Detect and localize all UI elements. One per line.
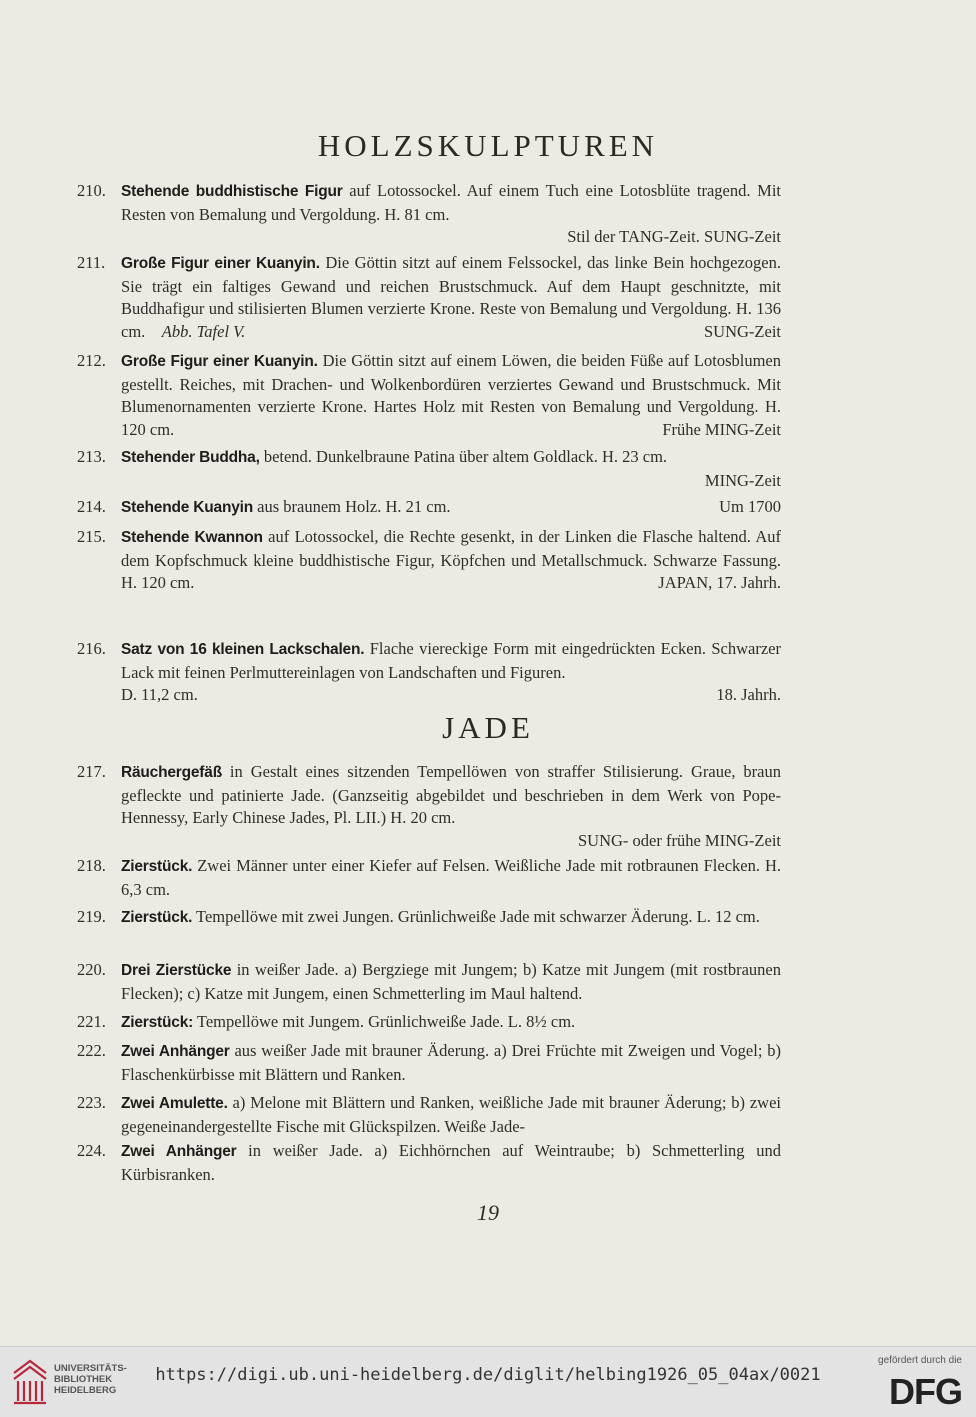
entry-date: MING-Zeit bbox=[704, 470, 781, 490]
dfg-logo[interactable]: DFG bbox=[889, 1371, 962, 1412]
entry-title: Große Figur einer Kuanyin. bbox=[121, 255, 320, 272]
entry-number: 213. bbox=[77, 447, 106, 466]
entry-date: 18. Jahrh. bbox=[716, 685, 781, 704]
entry-date: SUNG- oder frühe MING-Zeit bbox=[578, 830, 781, 850]
entry-text: a) Melone mit Blättern und Ranken, weißliche Jade mit brauner Äderung; b) zwei gegeneinandergestellte Fische mit Glückspilzen. Weiße Jade- bbox=[121, 1093, 781, 1136]
entry-number: 214. bbox=[77, 497, 106, 516]
entry-date: JAPAN, 17. Jahrh. bbox=[658, 573, 781, 592]
entry-number: 221. bbox=[77, 1012, 106, 1031]
entry-title: Stehende buddhistische Figur bbox=[121, 183, 343, 200]
entry-title: Stehender Buddha, bbox=[121, 449, 260, 466]
entry-text: in Gestalt eines sitzenden Tempellöwen von straffer Stilisierung. Graue, braun gefleckte und patinierte Jade. (Ganzseitig abgebildet und beschrieben in dem Werk von Pope-Hennessy, Early Chinese Jades, Pl. LII.) H. 20 cm. bbox=[121, 762, 781, 827]
entry-211 bbox=[77, 252, 781, 343]
entry-221 bbox=[77, 1011, 781, 1035]
entry-210 bbox=[77, 180, 781, 249]
entry-number: 220. bbox=[77, 960, 106, 979]
entry-date: Frühe MING-Zeit bbox=[662, 419, 781, 439]
entry-text: in weißer Jade. a) Eichhörnchen auf Weintraube; b) Schmetterling und Kürbisranken. bbox=[121, 1141, 781, 1184]
library-name: UNIVERSITÄTS- BIBLIOTHEK HEIDELBERG bbox=[54, 1363, 127, 1396]
section-heading-jade: JADE bbox=[442, 710, 534, 745]
entry-text: auf Lotossockel. Auf einem Tuch eine Lotosblüte tragend. Mit Resten von Bemalung und Vergoldung. H. 81 cm. bbox=[121, 181, 781, 224]
entry-219 bbox=[77, 906, 781, 930]
entry-text: aus braunem Holz. H. 21 cm. bbox=[253, 497, 451, 516]
entry-216 bbox=[77, 638, 781, 707]
viewer-footer bbox=[0, 1346, 976, 1417]
entry-date: SUNG-Zeit bbox=[704, 321, 781, 341]
entry-text: Tempellöwe mit zwei Jungen. Grünlichweiße Jade mit schwarzer Äderung. L. 12 cm. bbox=[192, 907, 760, 926]
entry-number: 217. bbox=[77, 762, 106, 781]
entry-number: 219. bbox=[77, 907, 106, 926]
entry-title: Drei Zierstücke bbox=[121, 962, 232, 979]
entry-222 bbox=[77, 1040, 781, 1086]
entry-224 bbox=[77, 1140, 781, 1186]
entry-214 bbox=[77, 496, 781, 520]
entry-figure-reference: Abb. Tafel V. bbox=[161, 321, 246, 341]
entry-title: Zierstück. bbox=[121, 909, 193, 926]
entry-dimension: D. 11,2 cm. bbox=[121, 685, 198, 704]
entry-number: 223. bbox=[77, 1093, 106, 1112]
entry-text: aus weißer Jade mit brauner Äderung. a) Drei Früchte mit Zweigen und Vogel; b) Flaschenkürbisse mit Blättern und Ranken. bbox=[121, 1041, 782, 1084]
entry-text: Tempellöwe mit Jungem. Grünlichweiße Jade. L. 8½ cm. bbox=[193, 1012, 576, 1031]
entry-title: Stehende Kuanyin bbox=[121, 499, 254, 516]
entry-number: 210. bbox=[77, 181, 106, 200]
entry-title: Zwei Anhänger bbox=[121, 1043, 230, 1060]
entry-title: Zwei Amulette. bbox=[121, 1095, 228, 1112]
entry-218 bbox=[77, 855, 781, 901]
entry-217 bbox=[77, 761, 781, 852]
entry-number: 212. bbox=[77, 351, 106, 370]
entry-title: Satz von 16 kleinen Lackschalen. bbox=[121, 641, 365, 658]
entry-number: 211. bbox=[77, 253, 106, 272]
entry-title: Stehende Kwannon bbox=[121, 529, 263, 546]
entry-215 bbox=[77, 526, 781, 595]
entry-number: 215. bbox=[77, 527, 106, 546]
entry-220 bbox=[77, 959, 781, 1005]
entry-date: Um 1700 bbox=[719, 497, 781, 516]
entry-text: Flache viereckige Form mit eingedrückten Ecken. Schwarzer Lack mit feinen Perlmuttereinlagen von Landschaften und Figuren. bbox=[121, 639, 781, 682]
entry-title: Räuchergefäß bbox=[121, 764, 222, 781]
entry-text: Die Göttin sitzt auf einem Löwen, die beiden Füße auf Lotosblumen gestellt. Reiches, mit Drachen- und Wolkenbordüren verziertes Gewand und Brustschmuck. Mit Blumenornamenten verzierte Krone. Hartes Holz mit Resten von Bemalung und Vergoldung. H. 120 cm. bbox=[121, 351, 781, 439]
entry-213 bbox=[77, 446, 781, 492]
entry-number: 222. bbox=[77, 1041, 106, 1060]
entry-text: Zwei Männer unter einer Kiefer auf Felsen. Weißliche Jade mit rotbraunen Flecken. H. 6,3 cm. bbox=[121, 856, 781, 899]
entry-number: 216. bbox=[77, 639, 106, 658]
entry-title: Zierstück: bbox=[121, 1014, 194, 1031]
entry-text: in weißer Jade. a) Bergziege mit Jungem; b) Katze mit Jungem (mit rostbraunen Flecken); c) Katze mit Jungem, einen Schmetterling im Maul haltend. bbox=[121, 960, 781, 1003]
permalink-url[interactable]: https://digi.ub.uni-heidelberg.de/diglit/helbing1926_05_04ax/0021 bbox=[155, 1365, 821, 1385]
entry-title: Zwei Anhänger bbox=[121, 1143, 237, 1160]
entry-223 bbox=[77, 1092, 781, 1138]
entry-title: Zierstück. bbox=[121, 858, 193, 875]
page-number: 19 bbox=[477, 1200, 499, 1225]
entry-number: 224. bbox=[77, 1141, 106, 1160]
entry-number: 218. bbox=[77, 856, 106, 875]
entry-212 bbox=[77, 350, 781, 441]
entry-date: Stil der TANG-Zeit. SUNG-Zeit bbox=[567, 227, 781, 246]
entry-title: Große Figur einer Kuanyin. bbox=[121, 353, 318, 370]
entry-text: auf Lotossockel, die Rechte gesenkt, in der Linken die Flasche haltend. Auf dem Kopfschmuck kleine buddhistische Figur, Köpfchen und Metallschmuck. Schwarze Fassung. H. 120 cm. bbox=[121, 527, 781, 592]
entry-text: betend. Dunkelbraune Patina über altem Goldlack. H. 23 cm. bbox=[259, 447, 668, 466]
section-heading-holzskulpturen: HOLZSKULPTUREN bbox=[317, 128, 659, 163]
funding-note: gefördert durch die bbox=[878, 1355, 962, 1366]
entry-text: Die Göttin sitzt auf einem Felssockel, das linke Bein hochgezogen. Sie trägt ein faltiges Gewand und reichen Brustschmuck. Auf dem Haupt geschnitzte, mit Buddhafigur und stilisierten Blumen verzierte Krone. Reste von Bemalung und Vergoldung. H. 136 cm. bbox=[121, 253, 781, 341]
